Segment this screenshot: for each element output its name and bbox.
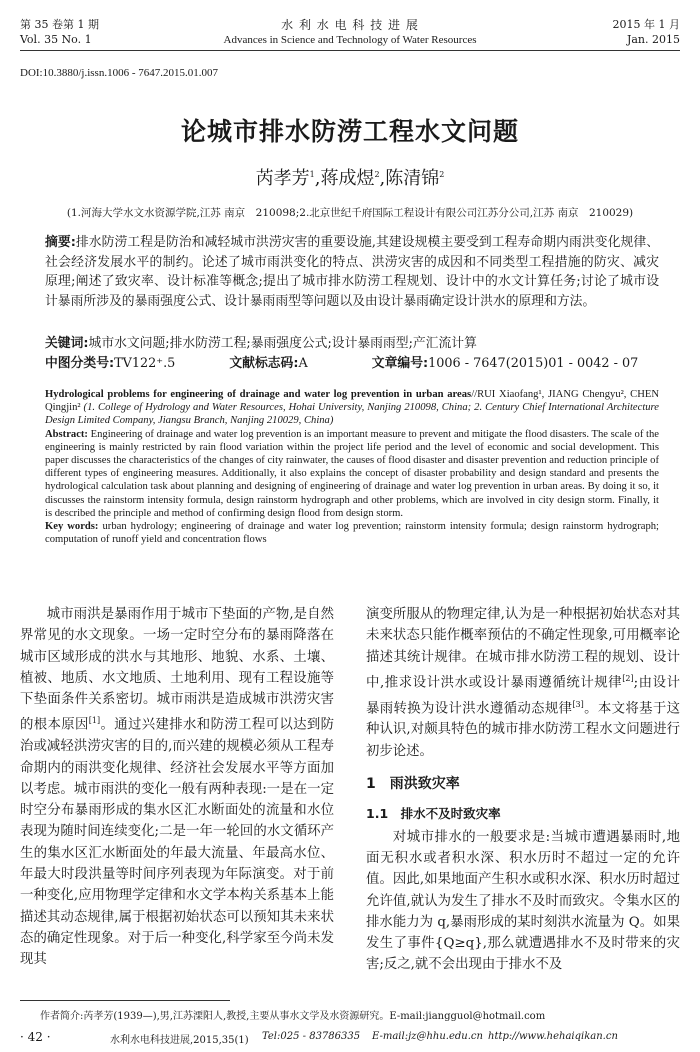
- article-no-label: 文章编号:: [371, 356, 429, 371]
- cn-abstract-label: 摘要:: [45, 235, 76, 250]
- doi: DOI:10.3880/j.issn.1006 - 7647.2015.01.007: [20, 67, 218, 79]
- date-en: Jan. 2015: [626, 33, 680, 46]
- body-paragraph: 对城市排水的一般要求是:当城市遭遇暴雨时,地面无积水或者积水深、积水历时不超过一定的允许值。因此,如果地面产生积水或积水深、积水历时超过允许值,就认为发生了排水不及时而致灾。令集水区的排水能力为 q,暴雨形成的某时刻洪水流量为 Q。如果发生了事件{Q≥q},那么就遭遇排水不及时带来的灾害;反之,就不会出现由于排水不及: [366, 829, 680, 973]
- author-3-sup: 2: [439, 170, 445, 179]
- body-left-column: [20, 604, 334, 971]
- cn-keywords-label: 关键词:: [45, 336, 89, 351]
- affiliation: (1.河海大学水文水资源学院,江苏 南京 210098;2.北京世纪千府国际工程设计有限公司江苏分公司,江苏 南京 210029): [66, 207, 634, 219]
- body-text: ;由设计暴雨转换为设计洪水遵循动态规律: [366, 675, 680, 717]
- body-text: 。通过兴建排水和防涝工程可以达到防治或减轻洪涝灾害的目的,而兴建的规模必须从工程寿命期内的雨洪变化规律、经济社会发展水平等方面加以考虑。城市雨洪的变化一般有两种表现:一是在一定时空分布暴雨形成的集水区汇水断面处的流量和水位表现为随时间连续变化;二是一年一轮回的水文循环产生的集水区汇水断面处的年最大流量、年最高水位、年最大时段洪量等时间序列表现为年际演变。对于前一种变化,应用物理学定律和水文学本构关系基本上能描述其动态规律,属于根据初始状态可以预知其未来状态的确定性现象。对于后一种变化,科学家至今尚未发现其: [20, 717, 335, 968]
- footer-url[interactable]: http://www.hehaiqikan.cn: [488, 1031, 618, 1042]
- header-rule: [20, 50, 680, 51]
- en-abstract-text: Engineering of drainage and water log prevention is an important measure to prevent and mitigate the flood disasters. The scale of the engineering is mainly restricted by rain flood variation within the project life period and the level of economic and social development. This paper discusses the characteristics of the changes of city rainwater, the causes of flood disaster and disaster prevention and reduction principle of different types of engineering measures. Additionally, it also explains the concept of disaster probability and design standard and presents the hydrological calculation task about planning and designing of engineering of drainage and water log prevention in urban areas. By doing it so, it discusses the rainstorm intensity formula, design rainstorm hydrograph and other problems, which are involved in city design storm. Finally, it is described the principle and method of confirming design flood from design storm.: [45, 428, 659, 519]
- author-1-sup: 1: [309, 170, 315, 179]
- citation-2: [2]: [622, 673, 634, 683]
- section-heading-1: 1 雨洪致灾率: [366, 776, 460, 793]
- body-paragraph: [366, 604, 680, 762]
- author-list: 芮孝芳$^1$,蒋成煜$^2$,陈清锦$^2$: [255, 168, 445, 189]
- cn-classification: [45, 354, 659, 374]
- footnote-rule: [20, 1000, 230, 1001]
- volume-cn: 第 35 卷第 1 期: [20, 18, 99, 31]
- clc-value: TV122⁺.5: [114, 356, 176, 371]
- author-3: 陈清锦: [385, 168, 440, 189]
- body-text: 演变所服从的物理定律,认为是一种根据初始状态对其未来状态只能作概率预估的不确定性现象,可用概率论描述其统计规律。在城市排水防涝工程的规划、设计中,推求设计洪水或设计暴雨遵循统计规律: [366, 607, 680, 691]
- body-text: 城市雨洪是暴雨作用于城市下垫面的产物,是自然界常见的水文现象。一场一定时空分布的暴雨降落在城市区域形成的洪水与其地形、地貌、水系、土壤、植被、地质、水文地质、土地利用、现有工程设施等下垫面条件关系密切。城市雨洪是造成城市洪涝灾害的根本原因: [20, 607, 334, 733]
- en-authors: //RUI Xiaofang¹, JIANG Chengyu², CHEN Qingjin²: [45, 389, 660, 414]
- body-text: 。本文将基于这种认识,对颇具特色的城市排水防涝工程水文问题进行初步论述。: [366, 701, 681, 759]
- journal-en: Advances in Science and Technology of Water Resources: [223, 34, 477, 46]
- en-aff-1: (1. College of Hydrology and Water Resources, Hohai University, Nanjing 210098, China;: [83, 402, 472, 414]
- cn-abstract: [45, 233, 659, 311]
- cn-keywords-text: 城市水文问题;排水防涝工程;暴雨强度公式;设计暴雨雨型;产汇流计算: [88, 336, 477, 351]
- en-abstract-label: Abstract:: [45, 428, 88, 440]
- en-abstract-block: [45, 388, 659, 546]
- article-no-value: 1006 - 7647(2015)01 - 0042 - 07: [428, 356, 639, 371]
- author-2: 蒋成煜: [320, 168, 375, 189]
- citation-1: [1]: [88, 716, 101, 726]
- cn-abstract-text: 排水防涝工程是防治和减轻城市洪涝灾害的重要设施,其建设规模主要受到工程寿命期内雨洪变化规律、社会经济发展水平的制约。论述了城市雨洪变化的特点、洪涝灾害的成因和不同类型工程措施的防灾、减灾原理;阐述了致灾率、设计标准等概念;提出了城市排水防涝工程规划、设计中的水文计算任务;讨论了城市设计暴雨所涉及的暴雨强度公式、设计暴雨雨型等问题以及由设计暴雨确定设计洪水的原理和方法。: [45, 235, 659, 309]
- doc-code-label: 文献标志码:: [229, 356, 299, 371]
- author-1: 芮孝芳: [255, 168, 310, 189]
- citation-3: [3]: [572, 699, 584, 709]
- footer-journal: 水利水电科技进展,2015,35(1): [110, 1035, 249, 1046]
- en-keywords-text: urban hydrology; engineering of drainage and water log prevention; rainstorm intensity formula; design rainstorm hydrograph; computation of runoff yield and concentration flows: [45, 521, 659, 546]
- cn-keywords: [45, 334, 659, 354]
- journal-cn: 水 利 水 电 科 技 进 展: [281, 18, 419, 32]
- footer-tel: Tel:025 - 83786335: [262, 1031, 361, 1042]
- author-2-sup: 2: [374, 170, 380, 179]
- body-paragraph: [20, 604, 334, 971]
- doc-code-value: A: [298, 356, 308, 371]
- author-bio-footnote: 作者简介:芮孝芳(1939—),男,江苏溧阳人,教授,主要从事水文学及水资源研究。E-mail:jiangguol@hotmail.com: [40, 1011, 546, 1022]
- page-number: · 42 ·: [20, 1030, 51, 1044]
- footer-email: E-mail:jz@hhu.edu.cn: [372, 1031, 483, 1042]
- volume-en: Vol. 35 No. 1: [20, 33, 92, 46]
- paper-title: 论城市排水防涝工程水文问题: [180, 117, 519, 146]
- en-aff-2: 2. Century Chief International Architecture Design Limited Company, Jiangsu Branch, Nanjing 210029, China): [45, 402, 659, 427]
- date-cn: 2015 年 1 月: [612, 18, 680, 31]
- clc-label: 中图分类号:: [45, 356, 115, 371]
- section-heading-1-1: 1.1 排水不及时致灾率: [366, 806, 501, 822]
- en-title: Hydrological problems for engineering of drainage and water log prevention in urban areas: [45, 389, 472, 400]
- en-keywords-label: Key words:: [45, 521, 99, 533]
- body-right-column: [366, 604, 680, 976]
